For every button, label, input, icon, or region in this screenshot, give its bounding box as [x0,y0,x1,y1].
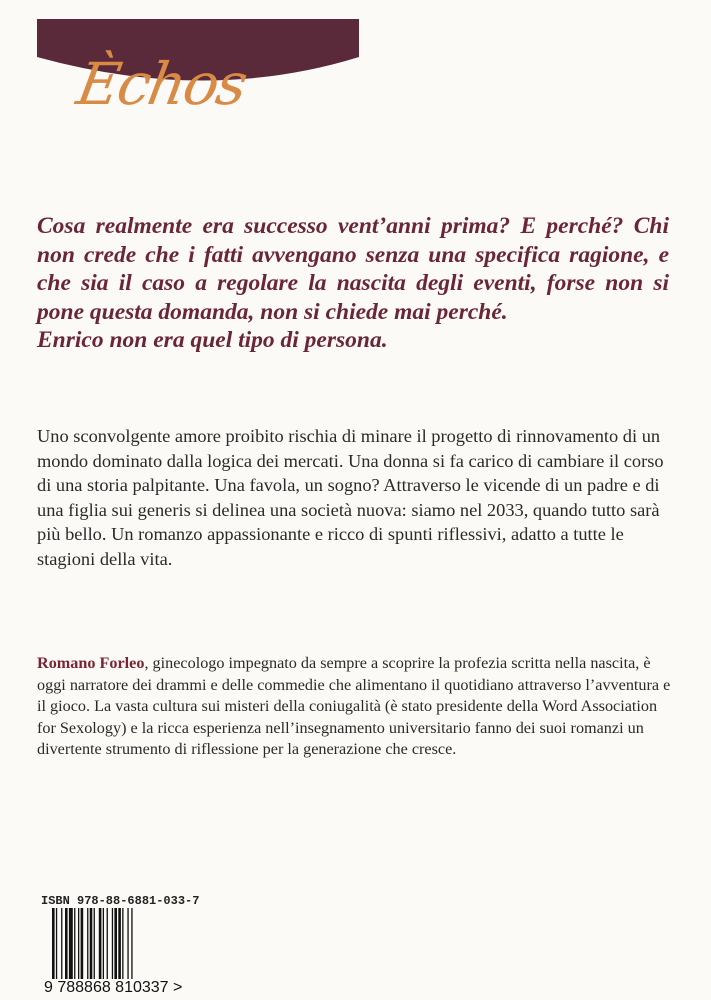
author-name: Romano Forleo [37,654,145,672]
barcode-digits: 9 788868 810337 > [44,979,183,996]
publisher-logo: Èchos [72,50,251,118]
teaser-closing: Enrico non era quel tipo di persona. [37,327,388,354]
bio-text: , ginecologo impegnato da sempre a scoprire la profezia scritta nella nascita, è oggi narratore dei drammi e delle commedie che alimentano il quotidiano attraverso l’avventura e il gioco. La vasta cultura sui misteri della coniugalità (è stato presidente della Word Association for Sexology) e la ricca esperienza nell’insegnamento universitario fanno dei suoi romanzi un divertente strumento di riflessione per la generazione che cresce. [37,654,671,759]
author-bio [37,653,677,761]
isbn-label: ISBN 978-88-6881-033-7 [41,894,200,908]
synopsis: Uno sconvolgente amore proibito rischia di minare il progetto di rinnovamento di un mondo dominato dalla logica dei mercati. Una donna si fa carico di cambiare il corso di una storia palpitante. Una favola, un sogno? Attraverso le vicende di un padre e di una figlia sui generis si delinea una società nuova: siamo nel 2033, quando tutto sarà più bello. Un romanzo appassionante e ricco di spunti riflessivi, adatto a tutte le stagioni della vita. [37,426,664,569]
teaser-text [37,212,669,355]
teaser-paragraph: Cosa realmente era successo vent’anni prima? E perché? Chi non crede che i fatti avvengano senza una specifica ragione, e che sia il caso a regolare la nascita degli eventi, forse non si pone questa domanda, non si chiede mai perché. [37,213,669,325]
